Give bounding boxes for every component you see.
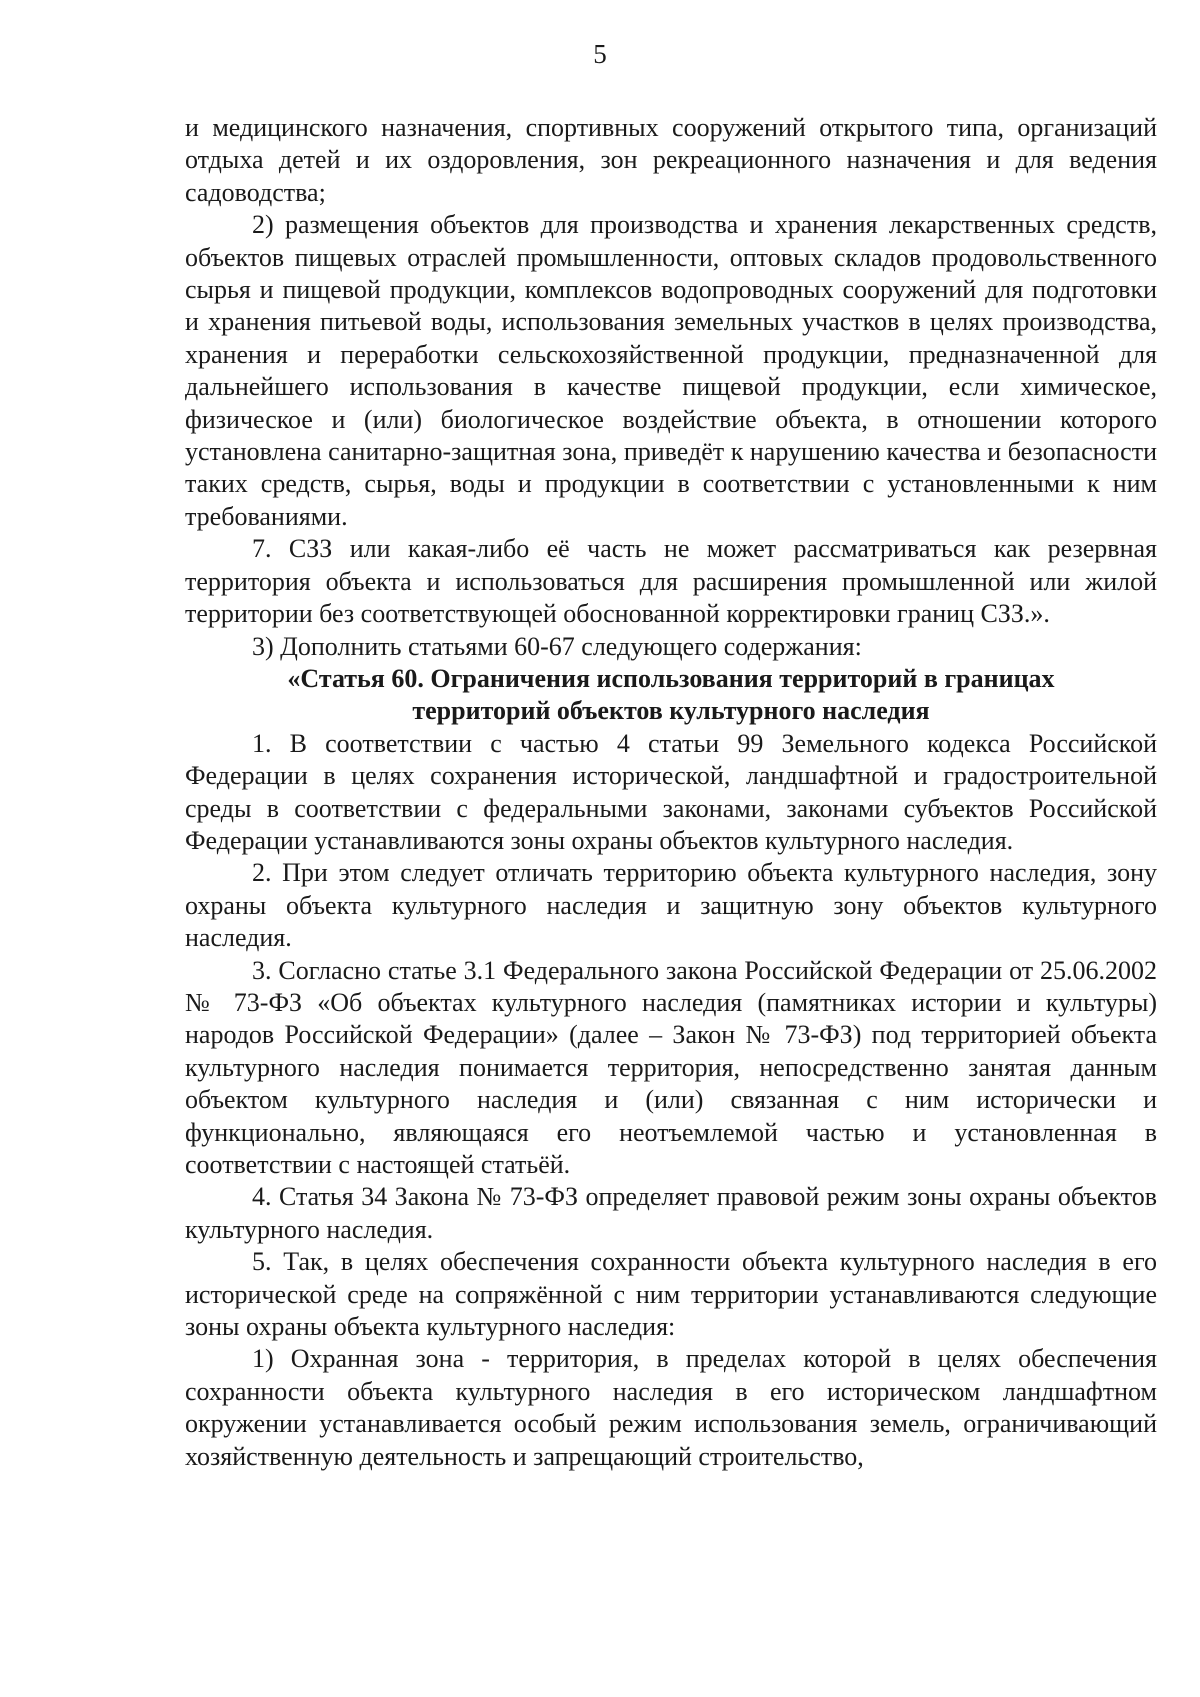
article-paragraph-5-item-1: 1) Охранная зона - территория, в пределах которой в целях обеспечения сохранности объекта культурного наследия в его историческом ландшафтном окружении устанавливается особый режим использования земель, ограничивающий хозяйственную деятельность и запрещающий строительство, [185,1344,1157,1471]
article-paragraph-1: 1. В соответствии с частью 4 статьи 99 Земельного кодекса Российской Федерации в целях сохранения исторической, ландшафтной и градостроительной среды в соответствии с федеральными законами, законами субъектов Российской Федерации устанавливаются зоны охраны объектов культурного наследия. [185,728,1157,855]
paragraph-item-7: 7. СЗЗ или какая-либо её часть не может рассматриваться как резервная территория объекта и использоваться для расширения промышленной или жилой территории без соответствующей обоснованной корректировки границ СЗЗ.». [185,534,1157,629]
paragraph-list-item-2: 2) размещения объектов для производства и хранения лекарственных средств, объектов пищевых отраслей промышленности, оптовых складов продовольственного сырья и пищевой продукции, комплексов водопроводных сооружений для подготовки и хранения питьевой воды, использования земельных участков в целях производства, хранения и переработки сельскохозяйственной продукции, предназначенной для дальнейшего использования в качестве пищевой продукции, если химическое, физическое и (или) биологическое воздействие объекта, в отношении которого установлена санитарно-защитная зона, приведёт к нарушению качества и безопасности таких средств, сырья, воды и продукции в соответствии с установленными к ним требованиями. [185,210,1157,531]
article-paragraph-3: 3. Согласно статье 3.1 Федерального закона Российской Федерации от 25.06.2002 № 73-ФЗ «Об объектах культурного наследия (памятниках истории и культуры) народов Российской Федерации» (далее – Закон № 73-ФЗ) под территорией объекта культурного наследия понимается территория, непосредственно занятая данным объектом культурного наследия и (или) связанная с ним исторически и функционально, являющаяся его неотъемлемой частью и установленная в соответствии с настоящей статьёй. [185,955,1157,1179]
page-number: 5 [593,39,607,69]
paragraph-amendment-3: 3) Дополнить статьями 60-67 следующего содержания: [252,631,862,661]
paragraph-continuation: и медицинского назначения, спортивных сооружений открытого типа, организаций отдыха детей и их оздоровления, зон рекреационного назначения и для ведения садоводства; [185,113,1157,207]
article-paragraph-2: 2. При этом следует отличать территорию объекта культурного наследия, зону охраны объекта культурного наследия и защитную зону объектов культурного наследия. [185,858,1157,953]
article-paragraph-4: 4. Статья 34 Закона № 73-ФЗ определяет правовой режим зоны охраны объектов культурного наследия. [185,1182,1157,1244]
document-body [185,112,1157,1473]
article-60-heading: «Статья 60. Ограничения использования территорий в границах территорий объектов культурного наследия [287,663,1055,726]
article-paragraph-5: 5. Так, в целях обеспечения сохранности объекта культурного наследия в его исторической среде на сопряжённой с ним территории устанавливаются следующие зоны охраны объекта культурного наследия: [185,1247,1157,1342]
